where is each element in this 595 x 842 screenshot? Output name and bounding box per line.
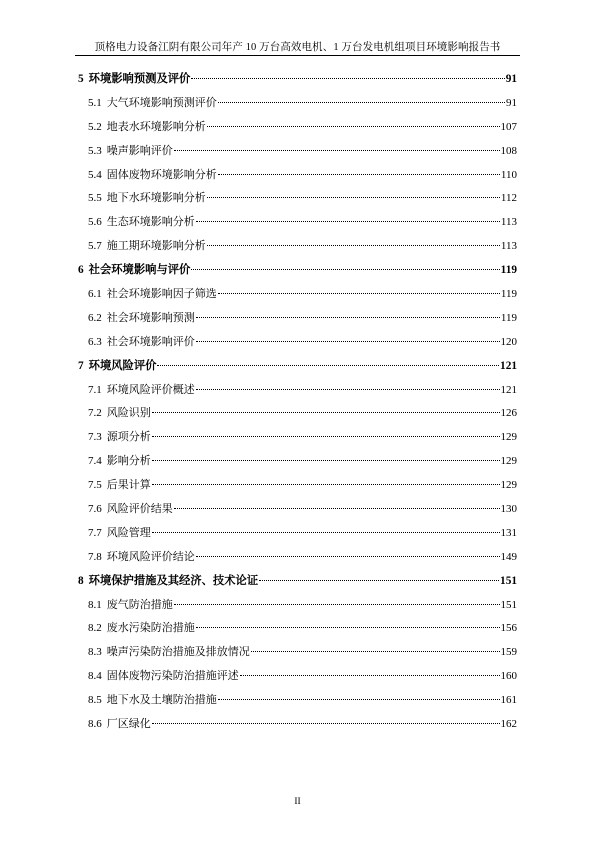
toc-entry-number: 5.7 (88, 240, 102, 253)
toc-entry-title: 源项分析 (106, 431, 151, 444)
toc-section-entry[interactable] (78, 526, 517, 550)
toc-entry-page: 156 (500, 622, 517, 635)
toc-entry-title: 地下水及土壤防治措施 (106, 694, 217, 707)
toc-entry-title: 环境风险评价概述 (106, 383, 195, 396)
toc-entry-number: 8.2 (88, 622, 102, 635)
toc-entry-title: 社会环境影响预测 (106, 311, 195, 324)
toc-entry-number: 6.3 (88, 335, 102, 348)
dot-leader (174, 508, 500, 509)
toc-entry-title: 噪声污染防治措施及排放情况 (106, 646, 250, 659)
toc-entry-number: 7.4 (88, 455, 102, 468)
dot-leader (218, 174, 500, 175)
dot-leader (152, 436, 500, 437)
toc-section-entry[interactable] (78, 645, 517, 669)
toc-section-entry[interactable] (78, 383, 517, 407)
toc-entry-page: 119 (500, 311, 517, 324)
toc-entry-number: 8 (78, 574, 84, 587)
toc-entry-title: 风险管理 (106, 526, 151, 539)
toc-entry-title: 固体废物环境影响分析 (106, 168, 217, 181)
dot-leader (196, 341, 500, 342)
dot-leader (174, 604, 500, 605)
toc-entry-number: 5.1 (88, 96, 102, 109)
toc-section-entry[interactable] (78, 717, 517, 741)
toc-section-entry[interactable] (78, 693, 517, 717)
toc-entry-title: 地表水环境影响分析 (106, 120, 206, 133)
dot-leader (196, 556, 500, 557)
toc-section-entry[interactable] (78, 120, 517, 144)
dot-leader (152, 412, 500, 413)
toc-entry-page: 108 (500, 144, 517, 157)
toc-entry-title: 社会环境影响因子筛选 (106, 288, 217, 301)
toc-entry-title: 影响分析 (106, 455, 151, 468)
dot-leader (218, 293, 500, 294)
running-header: 顶格电力设备江阴有限公司年产 10 万台高效电机、1 万台发电机组项目环境影响报告书 (94, 42, 501, 53)
toc-section-entry[interactable] (78, 478, 517, 502)
toc-entry-title: 环境风险评价 (88, 359, 157, 372)
dot-leader (196, 627, 500, 628)
dot-leader (152, 532, 500, 533)
header-rule (75, 55, 520, 56)
toc-entry-number: 7.2 (88, 407, 102, 420)
toc-entry-title: 社会环境影响评价 (106, 335, 195, 348)
toc-entry-number: 8.4 (88, 670, 102, 683)
toc-chapter-entry[interactable] (78, 72, 517, 96)
toc-entry-number: 5.4 (88, 168, 102, 181)
dot-leader (207, 245, 500, 246)
toc-entry-page: 107 (500, 120, 517, 133)
toc-entry-title: 生态环境影响分析 (106, 216, 195, 229)
dot-leader (218, 102, 505, 103)
toc-chapter-entry[interactable] (78, 574, 517, 598)
toc-section-entry[interactable] (78, 96, 517, 120)
toc-entry-page: 110 (500, 168, 517, 181)
toc-entry-number: 6 (78, 264, 84, 277)
toc-entry-page: 113 (500, 240, 517, 253)
toc-entry-title: 环境风险评价结论 (106, 550, 195, 563)
toc-entry-page: 160 (500, 670, 517, 683)
toc-entry-page: 129 (500, 455, 517, 468)
toc-entry-page: 129 (500, 479, 517, 492)
dot-leader (191, 78, 504, 79)
page-number: II (294, 797, 301, 807)
toc-section-entry[interactable] (78, 287, 517, 311)
toc-section-entry[interactable] (78, 168, 517, 192)
toc-entry-number: 5.5 (88, 192, 102, 205)
toc-entry-page: 151 (500, 598, 517, 611)
toc-entry-number: 7.1 (88, 383, 102, 396)
toc-entry-number: 7.5 (88, 479, 102, 492)
dot-leader (196, 389, 500, 390)
toc-entry-page: 129 (500, 431, 517, 444)
toc-entry-title: 废水污染防治措施 (106, 622, 195, 635)
dot-leader (218, 699, 500, 700)
toc-entry-number: 7.6 (88, 503, 102, 516)
toc-entry-number: 8.3 (88, 646, 102, 659)
toc-entry-number: 6.2 (88, 311, 102, 324)
toc-entry-page: 112 (500, 192, 517, 205)
toc-entry-page: 121 (500, 359, 517, 372)
toc-entry-title: 地下水环境影响分析 (106, 192, 206, 205)
toc-entry-page: 91 (505, 73, 517, 85)
toc-entry-page: 149 (500, 550, 517, 563)
toc-entry-page: 121 (500, 383, 517, 396)
dot-leader (152, 723, 500, 724)
table-of-contents (78, 72, 517, 741)
toc-section-entry[interactable] (78, 454, 517, 478)
toc-entry-number: 5 (78, 73, 84, 85)
toc-section-entry[interactable] (78, 669, 517, 693)
toc-entry-page: 120 (500, 335, 517, 348)
toc-entry-title: 环境影响预测及评价 (88, 73, 191, 85)
dot-leader (251, 651, 500, 652)
toc-entry-page: 131 (500, 526, 517, 539)
dot-leader (196, 317, 500, 318)
toc-entry-title: 噪声影响评价 (106, 144, 173, 157)
toc-chapter-entry[interactable] (78, 359, 517, 383)
dot-leader (152, 484, 500, 485)
toc-entry-page: 113 (500, 216, 517, 229)
toc-entry-number: 7.3 (88, 431, 102, 444)
toc-entry-number: 7.8 (88, 550, 102, 563)
toc-entry-page: 161 (500, 694, 517, 707)
toc-section-entry[interactable] (78, 598, 517, 622)
toc-section-entry[interactable] (78, 406, 517, 430)
toc-section-entry[interactable] (78, 311, 517, 335)
toc-entry-title: 施工期环境影响分析 (106, 240, 206, 253)
dot-leader (174, 150, 500, 151)
toc-entry-title: 大气环境影响预测评价 (106, 96, 217, 109)
toc-entry-title: 风险评价结果 (106, 503, 173, 516)
toc-entry-title: 厂区绿化 (106, 718, 151, 731)
toc-entry-number: 7.7 (88, 526, 102, 539)
toc-entry-title: 废气防治措施 (106, 598, 173, 611)
toc-entry-page: 91 (506, 96, 517, 109)
toc-entry-page: 119 (500, 288, 517, 301)
dot-leader (157, 365, 499, 366)
toc-entry-title: 固体废物污染防治措施评述 (106, 670, 239, 683)
toc-entry-number: 5.6 (88, 216, 102, 229)
toc-entry-title: 后果计算 (106, 479, 151, 492)
dot-leader (259, 580, 499, 581)
toc-section-entry[interactable] (78, 144, 517, 168)
toc-entry-number: 6.1 (88, 288, 102, 301)
toc-entry-title: 风险识别 (106, 407, 151, 420)
toc-entry-number: 8.5 (88, 694, 102, 707)
toc-entry-page: 130 (500, 503, 517, 516)
toc-section-entry[interactable] (78, 430, 517, 454)
toc-entry-number: 5.2 (88, 120, 102, 133)
toc-entry-title: 环境保护措施及其经济、技术论证 (88, 574, 259, 587)
dot-leader (196, 221, 500, 222)
toc-section-entry[interactable] (78, 335, 517, 359)
toc-entry-page: 159 (500, 646, 517, 659)
dot-leader (191, 269, 499, 270)
toc-section-entry[interactable] (78, 239, 517, 263)
toc-chapter-entry[interactable] (78, 263, 517, 287)
toc-entry-page: 162 (500, 718, 517, 731)
toc-entry-title: 社会环境影响与评价 (88, 264, 191, 277)
toc-entry-page: 126 (500, 407, 517, 420)
toc-entry-number: 7 (78, 359, 84, 372)
toc-entry-number: 5.3 (88, 144, 102, 157)
toc-section-entry[interactable] (78, 191, 517, 215)
dot-leader (207, 126, 500, 127)
toc-section-entry[interactable] (78, 502, 517, 526)
dot-leader (152, 460, 500, 461)
toc-section-entry[interactable] (78, 215, 517, 239)
dot-leader (240, 675, 500, 676)
toc-section-entry[interactable] (78, 550, 517, 574)
toc-section-entry[interactable] (78, 621, 517, 645)
dot-leader (207, 197, 500, 198)
toc-entry-page: 119 (500, 264, 517, 277)
toc-entry-page: 151 (500, 574, 517, 587)
toc-entry-number: 8.6 (88, 718, 102, 731)
toc-entry-number: 8.1 (88, 598, 102, 611)
